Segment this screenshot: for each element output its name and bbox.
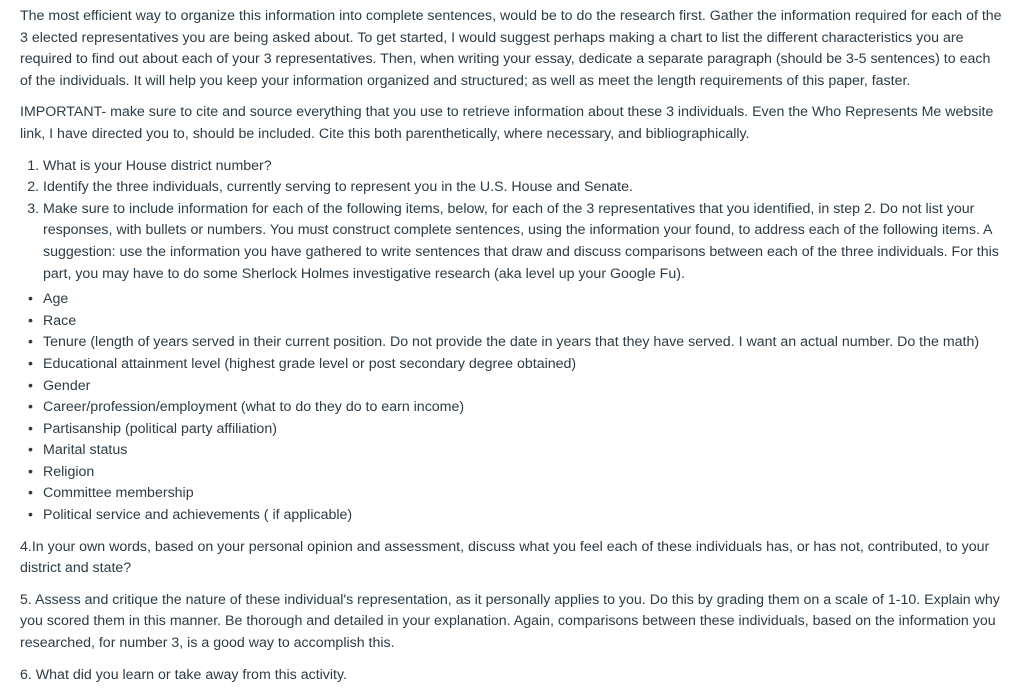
intro-paragraph: The most efficient way to organize this information into complete sentences, would be to do the research first. Gather the information required for each of the 3 elected representatives you are being asked about. To get started, I would suggest perhaps making a chart to list the different characteristics you are required to find out about each of your 3 representatives. Then, when writing your essay, dedicate a separate paragraph (should be 3-5 sentences) to each of the individuals. It will help you keep your information organized and structured; as well as meet the length requirements of this paper, faster. bbox=[20, 8, 1002, 89]
question-6: 6. What did you learn or take away from this activity. bbox=[20, 666, 347, 683]
bullet-item-gender: • Gender bbox=[43, 376, 1004, 398]
bullet-item-political-service: • Political service and achievements ( if applicable) bbox=[43, 505, 1004, 527]
bullet-list bbox=[20, 289, 1004, 527]
important-paragraph: IMPORTANT- make sure to cite and source everything that you use to retrieve information about these 3 individuals. Even the Who Represents Me website link, I have directed you to, should be included. Cite this both parenthetically, where necessary, and bibliographically. bbox=[20, 104, 994, 142]
numbered-item-3: 3. Make sure to include information for each of the following items, below, for each of the 3 representatives that you identified, in step 2. Do not list your responses, with bullets or numbers. You must construct complete sentences, using the information your found, to address each of the following items. A suggestion: use the information you have gathered to write sentences that draw and discuss comparisons between each of the three individuals. For this part, you may have to do some Sherlock Holmes investigative research (aka level up your Google Fu). bbox=[43, 199, 1004, 285]
bullet-item-committee: • Committee membership bbox=[43, 483, 1004, 505]
numbered-list bbox=[20, 156, 1004, 286]
bullet-item-education: • Educational attainment level (highest grade level or post secondary degree obtained) bbox=[43, 354, 1004, 376]
bullet-item-age: • Age bbox=[43, 289, 1004, 311]
bullet-item-tenure: • Tenure (length of years served in their current position. Do not provide the date in years that they have served. I want an actual number. Do the math) bbox=[43, 332, 1004, 354]
bullet-item-partisanship: • Partisanship (political party affiliation) bbox=[43, 419, 1004, 441]
bullet-item-marital-status: • Marital status bbox=[43, 440, 1004, 462]
question-5: 5. Assess and critique the nature of these individual's representation, as it personally applies to you. Do this by grading them on a scale of 1-10. Explain why you scored them in this manner. Be thorough and detailed in your explanation. Again, comparisons between these individuals, based on the information you researched, for number 3, is a good way to accomplish this. bbox=[20, 591, 1000, 652]
question-4: 4.In your own words, based on your personal opinion and assessment, discuss what you feel each of these individuals has, or has not, contributed, to your district and state? bbox=[20, 538, 990, 577]
bullet-item-race: • Race bbox=[43, 311, 1004, 333]
bullet-item-religion: • Religion bbox=[43, 462, 1004, 484]
numbered-item-1: 1. What is your House district number? bbox=[43, 156, 1004, 178]
numbered-item-2: 2. Identify the three individuals, currently serving to represent you in the U.S. House and Senate. bbox=[43, 177, 1004, 199]
bullet-item-career: • Career/profession/employment (what to do they do to earn income) bbox=[43, 397, 1004, 419]
